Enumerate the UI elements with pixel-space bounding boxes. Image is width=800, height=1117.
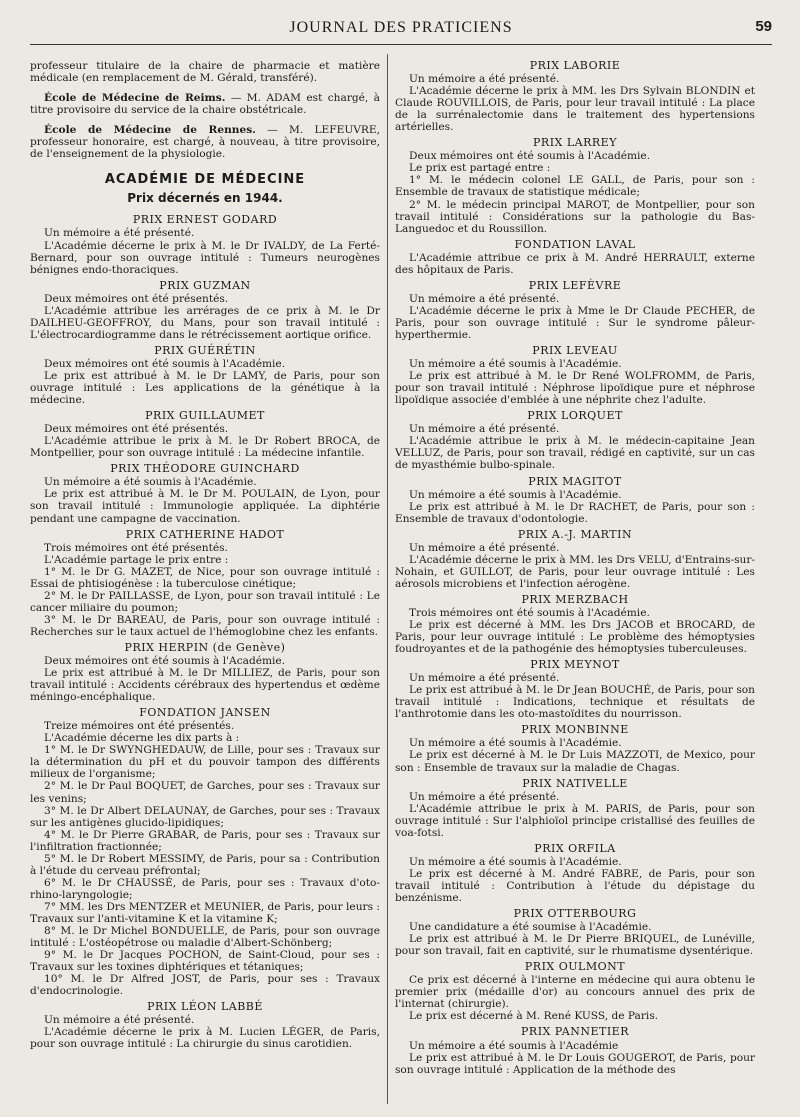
prize-text: Le prix est partagé entre : <box>409 162 551 175</box>
prize-heading: PRIX OULMONT <box>524 960 626 974</box>
prize-text: Un mémoire a été soumis à l'Académie. <box>409 855 622 868</box>
prize-text: L'Académie décerne les dix parts à : <box>44 732 240 745</box>
prize-text: Ce prix est décerné à l'interne en médecine qui aura obtenu le premier prix (médaille d'or) au concours annuel des prix de l'internat (chirurgie). <box>395 974 755 1011</box>
prize-heading: PRIX LÉON LABBÉ <box>147 1000 263 1014</box>
prize-text: Le prix est attribué à M. le Dr MILLIEZ, de Paris, pour son travail intitulé : Accidents cérébraux des hypertendus et œdème méningo-encéphalique. <box>30 667 380 704</box>
prize-text: Un mémoire a été présenté. <box>409 292 560 305</box>
prize-heading: PRIX OTTERBOURG <box>513 907 637 921</box>
journal-title: JOURNAL DES PRATICIENS <box>289 19 513 36</box>
left-prize-list <box>30 214 380 1050</box>
prize-text: Une candidature a été soumise à l'Académie. <box>409 921 652 934</box>
prize-text: Le prix est attribué à M. le Dr RACHET, de Paris, pour son : Ensemble de travaux d'odontologie. <box>395 500 755 525</box>
prize-heading: PRIX GUÉRÉTIN <box>154 343 256 357</box>
right-column <box>395 60 755 1076</box>
prize-text: Trois mémoires ont été présentés. <box>44 541 228 554</box>
prize-heading: PRIX MAGITOT <box>528 474 622 488</box>
prize-text: 7° MM. les Drs MENTZER et MEUNIER, de Paris, pour leurs : Travaux sur l'anti-vitamine K et la vitamine K; <box>30 900 380 925</box>
prize-heading: PRIX LEVEAU <box>532 344 618 358</box>
prize-text: Un mémoire a été présenté. <box>409 790 560 803</box>
prize-text: Un mémoire a été soumis à l'Académie <box>409 1039 619 1052</box>
prize-text: Un mémoire a été présenté. <box>44 227 195 240</box>
prize-text: Le prix est attribué à M. le Dr LAMY, de Paris, pour son ouvrage intitulé : Les applications de la génétique à la médecine. <box>30 369 380 407</box>
right-prize-list <box>395 60 755 1076</box>
prize-heading: PRIX LORQUET <box>527 409 623 423</box>
prize-text: 5° M. le Dr Robert MESSIMY, de Paris, pour sa : Contribution à l'étude du cerveau préfrontal; <box>30 852 380 877</box>
prize-text: Un mémoire a été présenté. <box>44 1014 195 1027</box>
prize-text: L'Académie attribue les arrérages de ce prix à M. le Dr DAILHEU-GEOFFROY, du Mans, pour son travail intitulé : L'électrocardiogramme dans le rétrécissement aortique orifice. <box>30 304 380 341</box>
prize-text: Le prix est décerné à M. le Dr Luis MAZZOTI, de Mexico, pour son : Ensemble de travaux sur la maladie de Chagas. <box>395 749 755 774</box>
prize-heading: PRIX THÉODORE GUINCHARD <box>110 462 300 476</box>
prize-heading: PRIX LABORIE <box>529 59 621 72</box>
prize-heading: PRIX A.-J. MARTIN <box>517 527 633 541</box>
prize-heading: PRIX GUZMAN <box>159 278 251 292</box>
page-header <box>30 14 772 45</box>
prize-text: Deux mémoires ont été présentés. <box>44 423 229 436</box>
prize-text: 2° M. le Dr PAILLASSE, de Lyon, pour son travail intitulé : Le cancer miliaire du poumon; <box>30 589 380 614</box>
prize-heading: PRIX NATIVELLE <box>522 776 628 790</box>
prize-text: L'Académie attribue le prix à M. le Dr Robert BROCA, de Montpellier, pour son ouvrage intitulé : La médecine infantile. <box>30 435 380 460</box>
prize-text: Un mémoire a été présenté. <box>409 541 560 554</box>
page-number: 59 <box>755 18 772 35</box>
prize-heading: PRIX ORFILA <box>534 841 616 855</box>
prize-text: Deux mémoires ont été soumis à l'Académie. <box>44 357 286 370</box>
prize-text: Un mémoire a été présenté. <box>409 672 560 685</box>
prize-text: Le prix est attribué à M. le Dr Louis GOUGEROT, de Paris, pour son ouvrage intitulé : Application de la méthode des <box>395 1051 755 1076</box>
prize-text: 2° M. le médecin principal MAROT, de Montpellier, pour son travail intitulé : Considérations sur la pathologie du Bas-Languedoc et du Roussillon. <box>395 198 755 235</box>
prize-text: 9° M. le Dr Jacques POCHON, de Saint-Cloud, pour ses : Travaux sur les toxines diphtériques et tétaniques; <box>30 949 380 974</box>
prize-heading: FONDATION LAVAL <box>514 237 636 251</box>
prize-heading: PRIX PANNETIER <box>521 1025 629 1039</box>
prize-text: Le prix est décerné à MM. les Drs JACOB et BROCARD, de Paris, pour leur ouvrage intitulé : Le problème des hémoptysies foudroyantes et de la pathogénie des hémoptysies tuberculeuses. <box>395 619 755 656</box>
prize-heading: PRIX LARREY <box>533 136 617 150</box>
prize-text: 10° M. le Dr Alfred JOST, de Paris, pour ses : Travaux d'endocrinologie. <box>30 973 380 998</box>
prize-text: L'Académie attribue le prix à M. PARIS, de Paris, pour son ouvrage intitulé : Sur l'alphioïol principe cristallisé des feuilles de voa-fotsi. <box>395 802 755 839</box>
prize-text: Deux mémoires ont été soumis à l'Académie. <box>44 655 286 668</box>
prize-text: Le prix est attribué à M. le Dr Jean BOUCHÉ, de Paris, pour son travail intitulé : Indications, technique et résultats de l'anthrotomie dans les oto-mastoïdites du nourrisson. <box>395 684 755 721</box>
prize-text: Un mémoire a été soumis à l'Académie. <box>409 737 622 750</box>
prize-text: Un mémoire a été présenté. <box>409 73 560 86</box>
prize-text: L'Académie décerne le prix à M. le Dr IVALDY, de La Ferté-Bernard, pour son ouvrage intitulé : Tumeurs neurogènes bénignes endo-thoraciques. <box>30 239 380 276</box>
prize-text: L'Académie décerne le prix à Mme le Dr Claude PECHER, de Paris, pour son ouvrage intitulé : Sur le syndrome pâleur-hyperthermie. <box>395 304 755 341</box>
prize-heading: PRIX GUILLAUMET <box>145 409 265 423</box>
prize-text: 1° M. le Dr SWYNGHEDAUW, de Lille, pour ses : Travaux sur la détermination du pH et du pouvoir tampon des différents milieux de l'organisme; <box>30 744 380 781</box>
prize-heading: PRIX ERNEST GODARD <box>132 213 278 227</box>
prize-text: Un mémoire a été soumis à l'Académie. <box>409 488 622 501</box>
prize-heading: PRIX HERPIN (de Genève) <box>124 640 286 654</box>
prize-text: 3° M. le Dr BAREAU, de Paris, pour son ouvrage intitulé : Recherches sur le taux actuel de l'hémoglobine chez les enfants. <box>30 613 380 638</box>
left-column <box>30 60 380 1051</box>
prize-text: Trois mémoires ont été soumis à l'Académie. <box>409 606 650 619</box>
prize-text: Un mémoire a été soumis à l'Académie. <box>409 358 622 371</box>
prize-text: Un mémoire a été soumis à l'Académie. <box>44 476 257 489</box>
rennes-notice <box>30 124 380 160</box>
prize-text: Deux mémoires ont été présentés. <box>44 292 229 305</box>
prize-text: 1° M. le Dr G. MAZET, de Nice, pour son ouvrage intitulé : Essai de phtisiogénèse : la tuberculose cinétique; <box>30 565 380 590</box>
rennes-label: École de Médecine de Rennes. <box>44 124 256 137</box>
prize-text: L'Académie décerne le prix à MM. les Drs Sylvain BLONDIN et Claude ROUVILLOIS, de Paris, pour leur travail intitulé : La place de la surrénalectomie dans le traitement des hypertensions artérielles. <box>395 85 755 134</box>
intro-paragraph: professeur titulaire de la chaire de pharmacie et matière médicale (en remplacement de M. Gérald, transféré). <box>30 60 380 85</box>
prize-heading: PRIX CATHERINE HADOT <box>125 527 285 541</box>
prize-heading: FONDATION JANSEN <box>139 706 271 720</box>
prize-text: 4° M. le Dr Pierre GRABAR, de Paris, pour ses : Travaux sur l'infiltration fractionnée; <box>30 828 380 853</box>
reims-notice <box>30 92 380 116</box>
prize-text: L'Académie attribue ce prix à M. André HERRAULT, externe des hôpitaux de Paris. <box>395 251 755 276</box>
prize-text: 2° M. le Dr Paul BOQUET, de Garches, pour ses : Travaux sur les venins; <box>30 780 380 805</box>
prize-text: L'Académie décerne le prix à MM. les Drs VELU, d'Entrains-sur-Nohain, et GUILLOT, de Paris, pour leur ouvrage intitulé : Les aérosols microbiens et l'infection aérogène. <box>395 553 755 590</box>
prize-text: 8° M. le Dr Michel BONDUELLE, de Paris, pour son ouvrage intitulé : L'ostéopétrose ou maladie d'Albert-Schönberg; <box>30 925 380 950</box>
prize-text: Le prix est attribué à M. le Dr Pierre BRIQUEL, de Lunéville, pour son travail, fait en captivité, sur le rhumatisme dysentérique. <box>395 933 755 958</box>
prize-text: Treize mémoires ont été présentés. <box>44 720 235 733</box>
prize-text: Un mémoire a été présenté. <box>409 423 560 436</box>
reims-label: École de Médecine de Reims. <box>44 92 226 105</box>
prize-text: Le prix est attribué à M. le Dr M. POULAIN, de Lyon, pour son travail intitulé : Immunologie appliquée. La diphtérie pendant une campagne de vaccination. <box>30 488 380 525</box>
prize-text: 1° M. le médecin colonel LE GALL, de Paris, pour son : Ensemble de travaux de statistique médicale; <box>395 174 755 199</box>
prize-text: L'Académie partage le prix entre : <box>44 553 229 566</box>
prize-heading: PRIX MEYNOT <box>530 658 620 672</box>
prize-text: Le prix est décerné à M. André FABRE, de Paris, pour son travail intitulé : Contribution à l'étude du dépistage du benzénisme. <box>395 867 755 904</box>
prize-text: L'Académie attribue le prix à M. le médecin-capitaine Jean VELLUZ, de Paris, pour son travail, rédigé en captivité, sur un cas de myasthémie bulbo-spinale. <box>395 435 755 472</box>
reims-text: — M. ADAM est chargé, à titre provisoire du service de la chaire obstétricale. <box>30 92 380 117</box>
prize-text: 3° M. le Dr Albert DELAUNAY, de Garches, pour ses : Travaux sur les antigènes glucido-lipidiques; <box>30 804 380 829</box>
column-divider <box>387 54 388 1104</box>
prize-heading: PRIX LEFÈVRE <box>528 278 622 292</box>
prize-text: Le prix est attribué à M. le Dr René WOLFROMM, de Paris, pour son travail intitulé : Néphrose lipoïdique pure et néphrose lipoïdique associée d'emblée à une néphrite chez l'adulte. <box>395 370 755 407</box>
section-subtitle: Prix décernés en 1944. <box>127 191 283 206</box>
section-title: ACADÉMIE DE MÉDECINE <box>104 172 306 188</box>
prize-heading: PRIX MONBINNE <box>521 723 629 737</box>
prize-text: 6° M. le Dr CHAUSSÉ, de Paris, pour ses : Travaux d'oto-rhino-laryngologie; <box>30 876 380 901</box>
prize-text: Deux mémoires ont été soumis à l'Académie. <box>409 150 651 163</box>
prize-text: L'Académie décerne le prix à M. Lucien LÉGER, de Paris, pour son ouvrage intitulé : La chirurgie du sinus carotidien. <box>30 1026 380 1051</box>
rennes-text: — M. LEFEUVRE, professeur honoraire, est chargé, à nouveau, à titre provisoire, de l'enseignement de la physiologie. <box>30 124 380 161</box>
prize-text: Le prix est décerné à M. René KUSS, de Paris. <box>409 1010 659 1023</box>
prize-heading: PRIX MERZBACH <box>521 592 629 606</box>
